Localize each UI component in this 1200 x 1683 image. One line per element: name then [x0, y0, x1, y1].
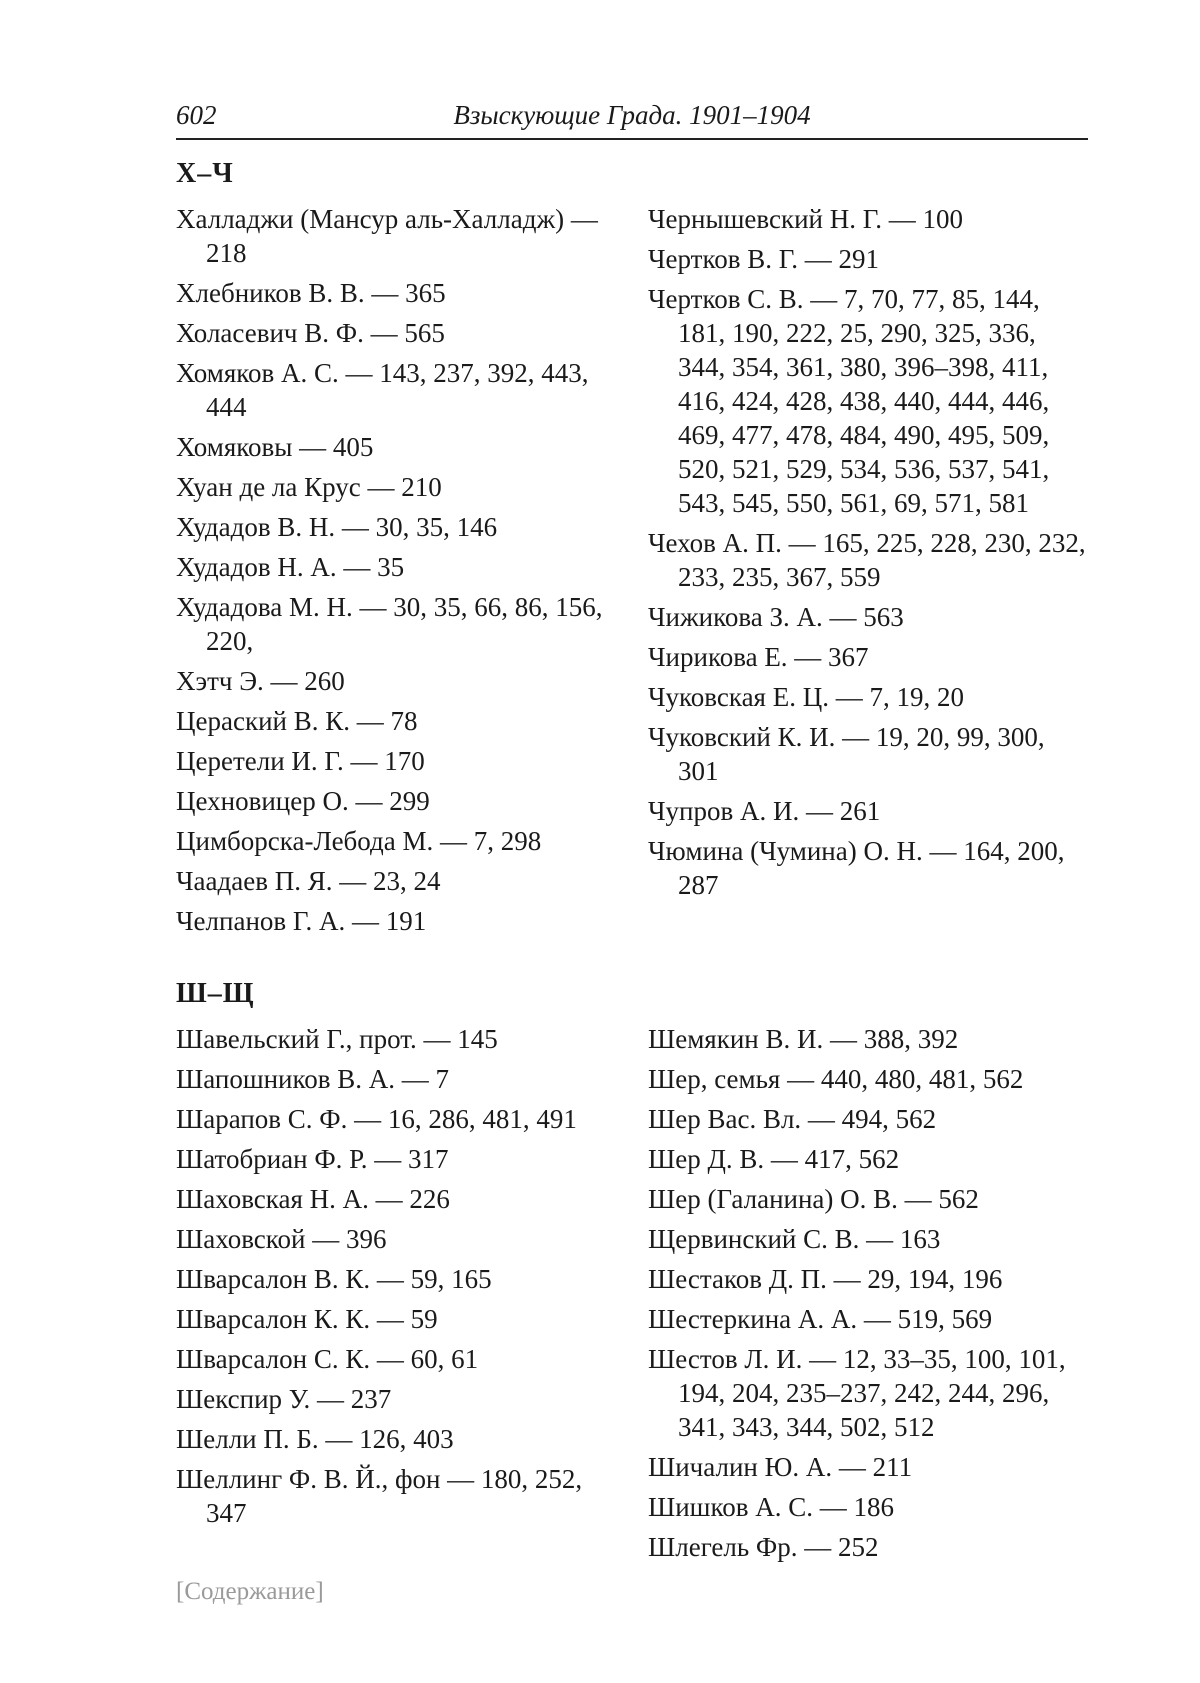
- index-columns: [176, 1022, 1088, 1570]
- index-entry: Чертков В. Г. — 291: [648, 244, 880, 274]
- index-entry: Цимборска-Лебода М. — 7, 298: [176, 826, 542, 856]
- index-entry: Шварсалон В. К. — 59, 165: [176, 1264, 492, 1294]
- index-entry: Чернышевский Н. Г. — 100: [648, 204, 964, 234]
- index-entry: Холасевич В. Ф. — 565: [176, 318, 445, 348]
- index-entry: Шестов Л. И. — 12, 33–35, 100, 101, 194, 204, 235–237, 242, 244, 296, 341, 343, 344, 502, 512: [648, 1344, 1066, 1442]
- index-entry: Хлебников В. В. — 365: [176, 278, 446, 308]
- index-column-right: [648, 1022, 1088, 1570]
- index-entry: Худадов В. Н. — 30, 35, 146: [176, 512, 498, 542]
- page-header: [176, 98, 1088, 140]
- index-entry: Чупров А. И. — 261: [648, 796, 881, 826]
- index-entry: Чуковский К. И. — 19, 20, 99, 300, 301: [648, 722, 1045, 786]
- index-entry: Щервинский С. В. — 163: [648, 1224, 941, 1254]
- contents-link[interactable]: [Содержание]: [176, 1578, 324, 1605]
- index-entry: Худадова М. Н. — 30, 35, 66, 86, 156, 220,: [176, 592, 603, 656]
- index-entry: Шемякин В. И. — 388, 392: [648, 1024, 959, 1054]
- index-entry: Шелли П. Б. — 126, 403: [176, 1424, 454, 1454]
- index-entry: Шварсалон С. К. — 60, 61: [176, 1344, 479, 1374]
- index-entry: Худадов Н. А. — 35: [176, 552, 405, 582]
- index-entry: Шекспир У. — 237: [176, 1384, 392, 1414]
- index-column-left: [176, 202, 612, 944]
- index-entry: Шапошников В. А. — 7: [176, 1064, 450, 1094]
- index-entry: Шер (Галанина) О. В. — 562: [648, 1184, 979, 1214]
- index-entry: Шварсалон К. К. — 59: [176, 1304, 438, 1334]
- index-entry: Шарапов С. Ф. — 16, 286, 481, 491: [176, 1104, 577, 1134]
- index-entry: Шестаков Д. П. — 29, 194, 196: [648, 1264, 1003, 1294]
- index-entry: Шишков А. С. — 186: [648, 1492, 894, 1522]
- index-entry: Чюмина (Чумина) О. Н. — 164, 200, 287: [648, 836, 1065, 900]
- index-entry: Шаховской — 396: [176, 1224, 387, 1254]
- page-number: 602: [176, 100, 217, 130]
- running-title: Взыскующие Града. 1901–1904: [453, 100, 811, 130]
- index-entry: Шеллинг Ф. В. Й., фон — 180, 252, 347: [176, 1464, 583, 1528]
- index-column-left: [176, 1022, 612, 1570]
- index-section-kh-ch: [176, 158, 1088, 944]
- index-entry: Чаадаев П. Я. — 23, 24: [176, 866, 441, 896]
- index-entry: Чирикова Е. — 367: [648, 642, 869, 672]
- index-entry: Халладжи (Мансур аль-Халладж) — 218: [176, 204, 598, 268]
- index-entry: Шлегель Фр. — 252: [648, 1532, 879, 1562]
- index-entry: Челпанов Г. А. — 191: [176, 906, 427, 936]
- index-entry: Шавельский Г., прот. — 145: [176, 1024, 498, 1054]
- index-section-sh-shch: [176, 978, 1088, 1570]
- index-entry: Чижикова З. А. — 563: [648, 602, 904, 632]
- index-entry: Чехов А. П. — 165, 225, 228, 230, 232, 233, 235, 367, 559: [648, 528, 1086, 592]
- index-entry: Шер Вас. Вл. — 494, 562: [648, 1104, 937, 1134]
- index-columns: [176, 202, 1088, 944]
- index-entry: Шичалин Ю. А. — 211: [648, 1452, 913, 1482]
- index-entry: Хэтч Э. — 260: [176, 666, 345, 696]
- index-entry: Хомяковы — 405: [176, 432, 374, 462]
- index-entry: Шаховская Н. А. — 226: [176, 1184, 450, 1214]
- index-entry: Шестеркина А. А. — 519, 569: [648, 1304, 993, 1334]
- index-entry: Чертков С. В. — 7, 70, 77, 85, 144, 181, 190, 222, 25, 290, 325, 336, 344, 354, 361, 380, 396–398, 411, 416, 424, 428, 438, 440, 444, 446, 469, 477, 478, 484, 490, 495, 509, 520, 521, 529, 534, 536, 537, 541, 543, 545, 550, 561, 69, 571, 581: [648, 284, 1050, 518]
- index-entry: Шер, семья — 440, 480, 481, 562: [648, 1064, 1024, 1094]
- index-entry: Шатобриан Ф. Р. — 317: [176, 1144, 449, 1174]
- index-entry: Цехновицер О. — 299: [176, 786, 430, 816]
- index-entry: Цераский В. К. — 78: [176, 706, 418, 736]
- index-entry: Хомяков А. С. — 143, 237, 392, 443, 444: [176, 358, 589, 422]
- index-entry: Чуковская Е. Ц. — 7, 19, 20: [648, 682, 964, 712]
- section-heading: Х–Ч: [176, 158, 234, 189]
- index-entry: Церетели И. Г. — 170: [176, 746, 425, 776]
- index-column-right: [648, 202, 1088, 944]
- index-entry: Шер Д. В. — 417, 562: [648, 1144, 900, 1174]
- section-heading: Ш–Щ: [176, 978, 255, 1009]
- index-entry: Хуан де ла Крус — 210: [176, 472, 442, 502]
